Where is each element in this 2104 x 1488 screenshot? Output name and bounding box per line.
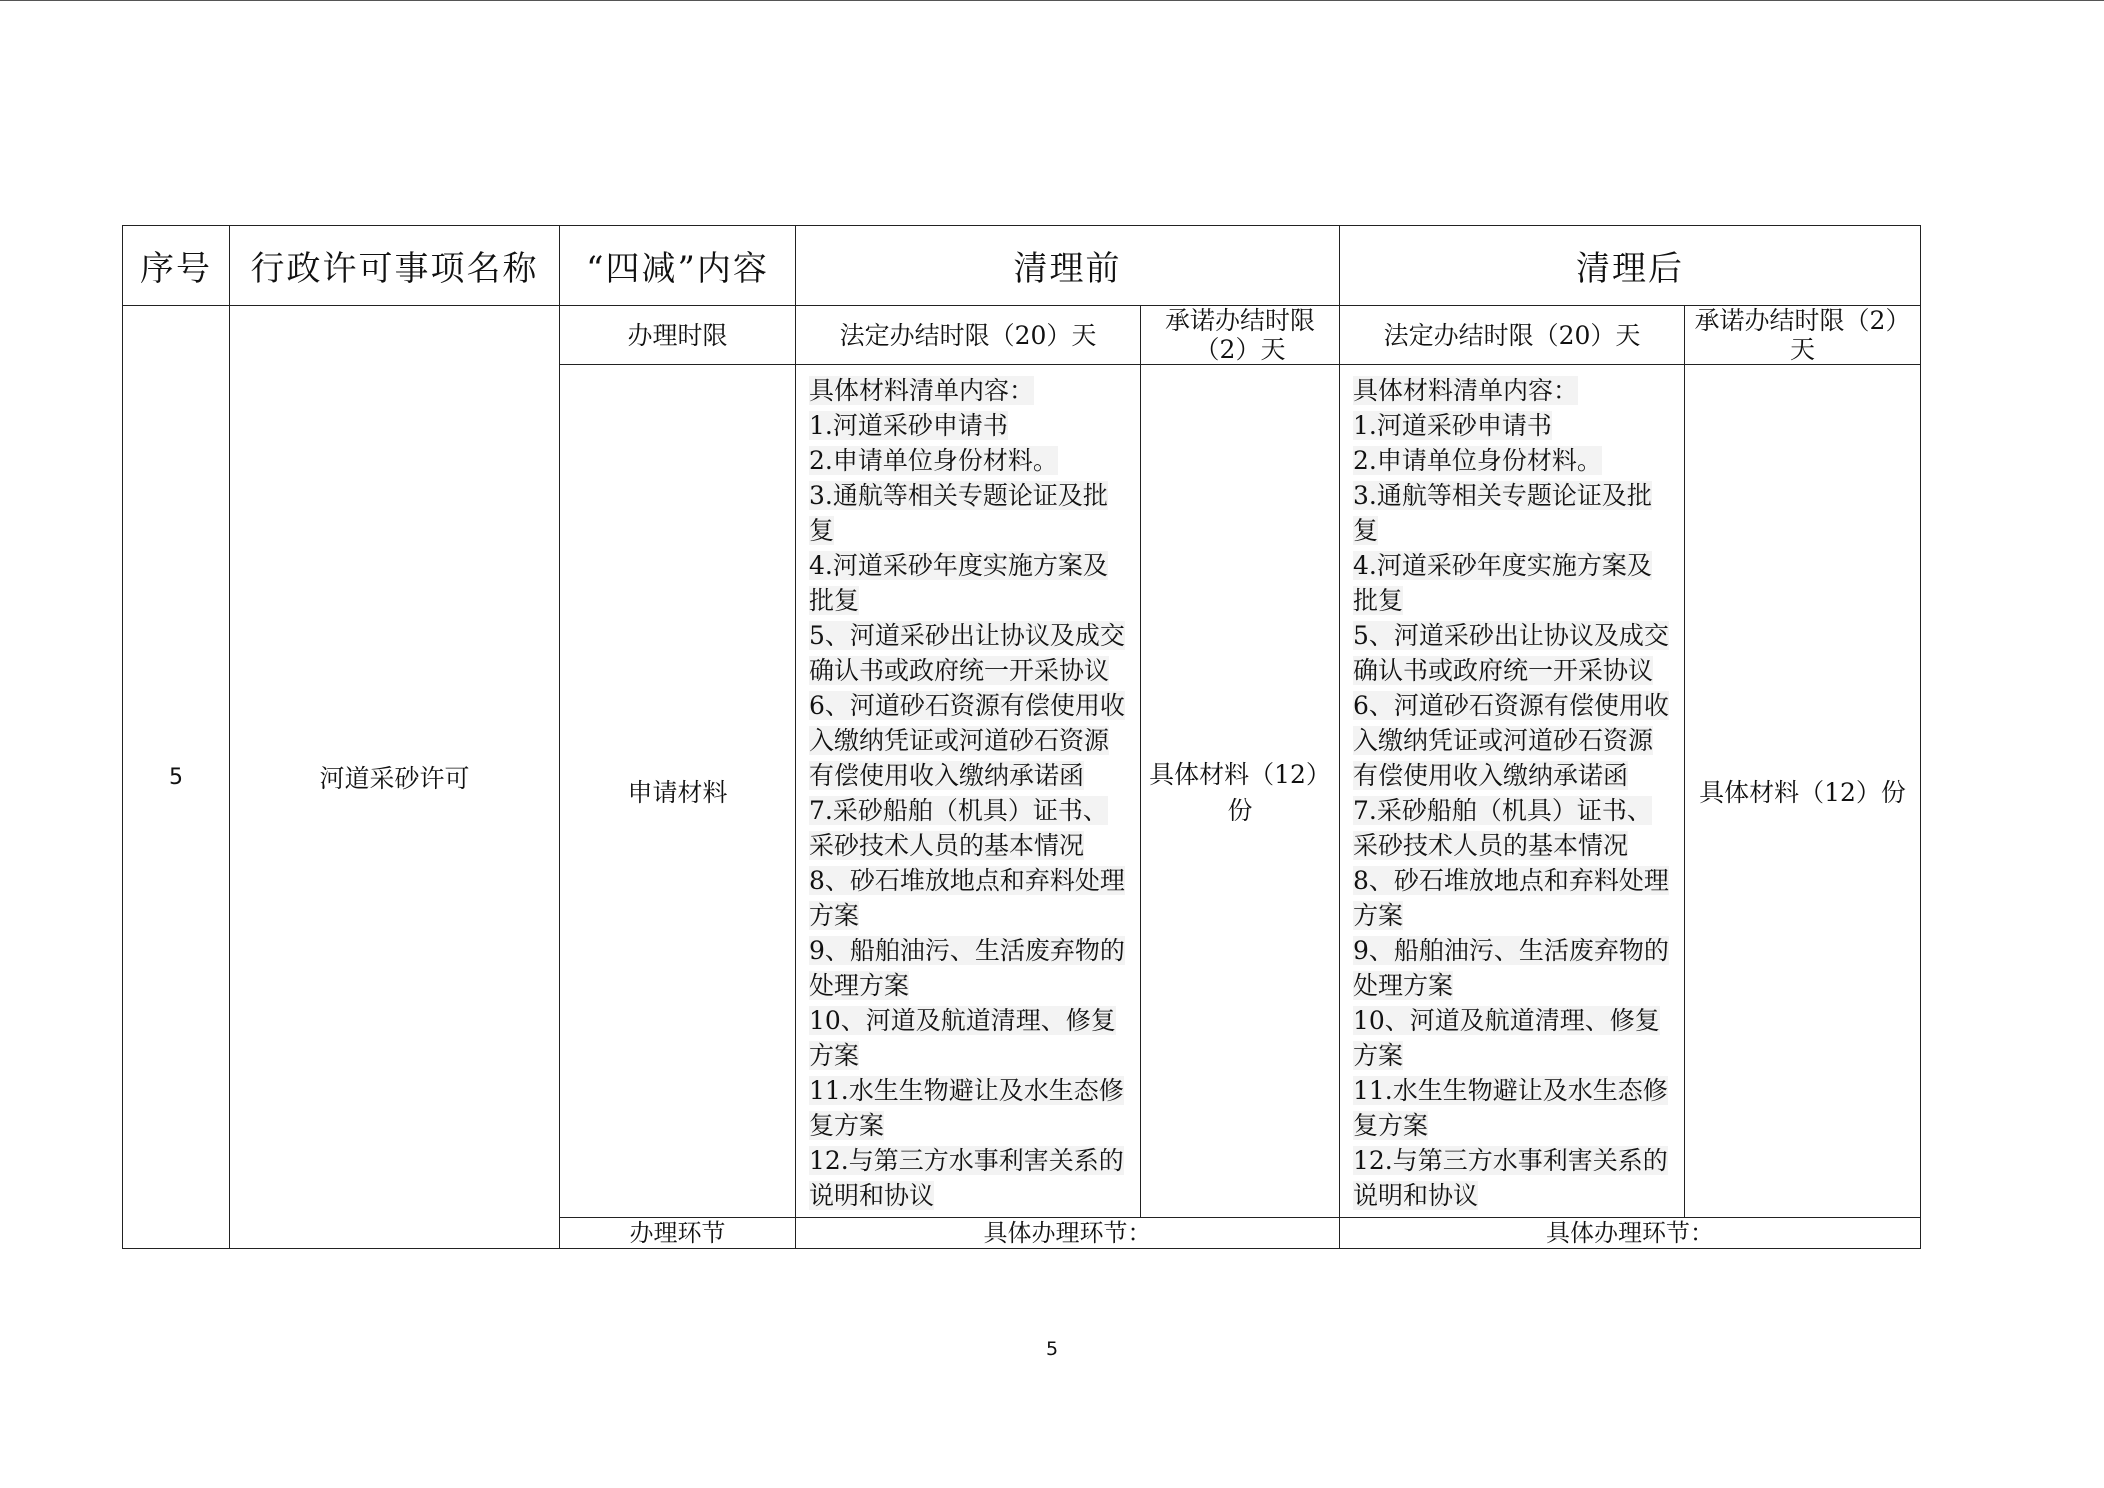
header-item-name: 行政许可事项名称 [230,226,560,306]
before-materials-cell [796,365,1141,1218]
material-list-item [1353,548,1674,618]
material-list-item [809,933,1130,1003]
material-item-text: 8、砂石堆放地点和弃料处理方案 [1353,866,1669,930]
material-list-item [809,548,1130,618]
material-item-text: 10、河道及航道清理、修复方案 [1353,1006,1660,1070]
header-after: 清理后 [1340,226,1921,306]
material-item-text: 9、船舶油污、生活废弃物的处理方案 [809,936,1125,1000]
material-item-text: 6、河道砂石资源有偿使用收入缴纳凭证或河道砂石资源有偿使用收入缴纳承诺函 [809,691,1125,790]
material-item-text: 7.采砂船舶（机具）证书、采砂技术人员的基本情况 [1353,796,1652,860]
material-item-text: 3.通航等相关专题论证及批复 [809,481,1108,545]
before-statutory-limit: 法定办结时限（20）天 [796,306,1141,365]
material-item-text: 2.申请单位身份材料。 [809,446,1058,475]
table-row-time-limit [123,306,1921,365]
material-list-item [809,618,1130,688]
row-index: 5 [123,306,230,1249]
header-seq: 序号 [123,226,230,306]
material-item-text: 5、河道采砂出让协议及成交确认书或政府统一开采协议 [809,621,1125,685]
row-item-name: 河道采砂许可 [230,306,560,1249]
material-list-item [1353,618,1674,688]
material-list-item [809,443,1130,478]
time-limit-label: 办理时限 [560,306,796,365]
before-steps: 具体办理环节： [796,1218,1340,1249]
header-before: 清理前 [796,226,1340,306]
material-list-item [809,1003,1130,1073]
material-list-item [1353,933,1674,1003]
page-number: 5 [1045,1338,1059,1360]
material-list-item [809,408,1130,443]
material-item-text: 9、船舶油污、生活废弃物的处理方案 [1353,936,1669,1000]
material-item-text: 4.河道采砂年度实施方案及批复 [1353,551,1652,615]
table-header-row [123,226,1921,306]
before-materials-list [809,373,1130,1213]
material-list-item [809,793,1130,863]
before-materials-count: 具体材料（12）份 [1141,365,1340,1218]
material-list-item [1353,1143,1674,1213]
material-list-item [809,478,1130,548]
material-item-text: 8、砂石堆放地点和弃料处理方案 [809,866,1125,930]
material-item-text: 3.通航等相关专题论证及批复 [1353,481,1652,545]
after-promised-limit: 承诺办结时限（2）天 [1685,306,1921,365]
materials-label: 申请材料 [560,365,796,1218]
material-list-item [1353,793,1674,863]
page-top-border [0,0,2104,1]
material-item-text: 7.采砂船舶（机具）证书、采砂技术人员的基本情况 [809,796,1108,860]
material-item-text: 2.申请单位身份材料。 [1353,446,1602,475]
permit-cleanup-table [122,225,1921,1249]
material-item-text: 1.河道采砂申请书 [1353,411,1552,440]
after-steps: 具体办理环节： [1340,1218,1921,1249]
material-item-text: 6、河道砂石资源有偿使用收入缴纳凭证或河道砂石资源有偿使用收入缴纳承诺函 [1353,691,1669,790]
after-materials-list [1353,373,1674,1213]
material-list-item [1353,373,1674,408]
material-list-item [1353,1073,1674,1143]
material-list-item [1353,408,1674,443]
material-list-item [809,1073,1130,1143]
material-list-item [809,688,1130,793]
material-list-item [1353,863,1674,933]
material-item-text: 1.河道采砂申请书 [809,411,1008,440]
material-item-text: 5、河道采砂出让协议及成交确认书或政府统一开采协议 [1353,621,1669,685]
header-four-reductions: “四减”内容 [560,226,796,306]
after-materials-count: 具体材料（12）份 [1685,365,1921,1218]
material-list-item [1353,688,1674,793]
material-item-text: 12.与第三方水事利害关系的说明和协议 [1353,1146,1668,1210]
material-list-item [809,1143,1130,1213]
material-list-item [1353,443,1674,478]
before-promised-limit: 承诺办结时限（2）天 [1141,306,1340,365]
material-list-item [809,373,1130,408]
after-materials-cell [1340,365,1685,1218]
after-statutory-limit: 法定办结时限（20）天 [1340,306,1685,365]
material-list-item [1353,478,1674,548]
material-item-text: 11.水生生物避让及水生态修复方案 [1353,1076,1668,1140]
material-item-text: 12.与第三方水事利害关系的说明和协议 [809,1146,1124,1210]
material-item-text: 具体材料清单内容： [809,376,1035,405]
material-list-item [1353,1003,1674,1073]
material-item-text: 10、河道及航道清理、修复方案 [809,1006,1116,1070]
material-item-text: 具体材料清单内容： [1353,376,1579,405]
material-item-text: 11.水生生物避让及水生态修复方案 [809,1076,1124,1140]
material-item-text: 4.河道采砂年度实施方案及批复 [809,551,1108,615]
material-list-item [809,863,1130,933]
steps-label: 办理环节 [560,1218,796,1249]
